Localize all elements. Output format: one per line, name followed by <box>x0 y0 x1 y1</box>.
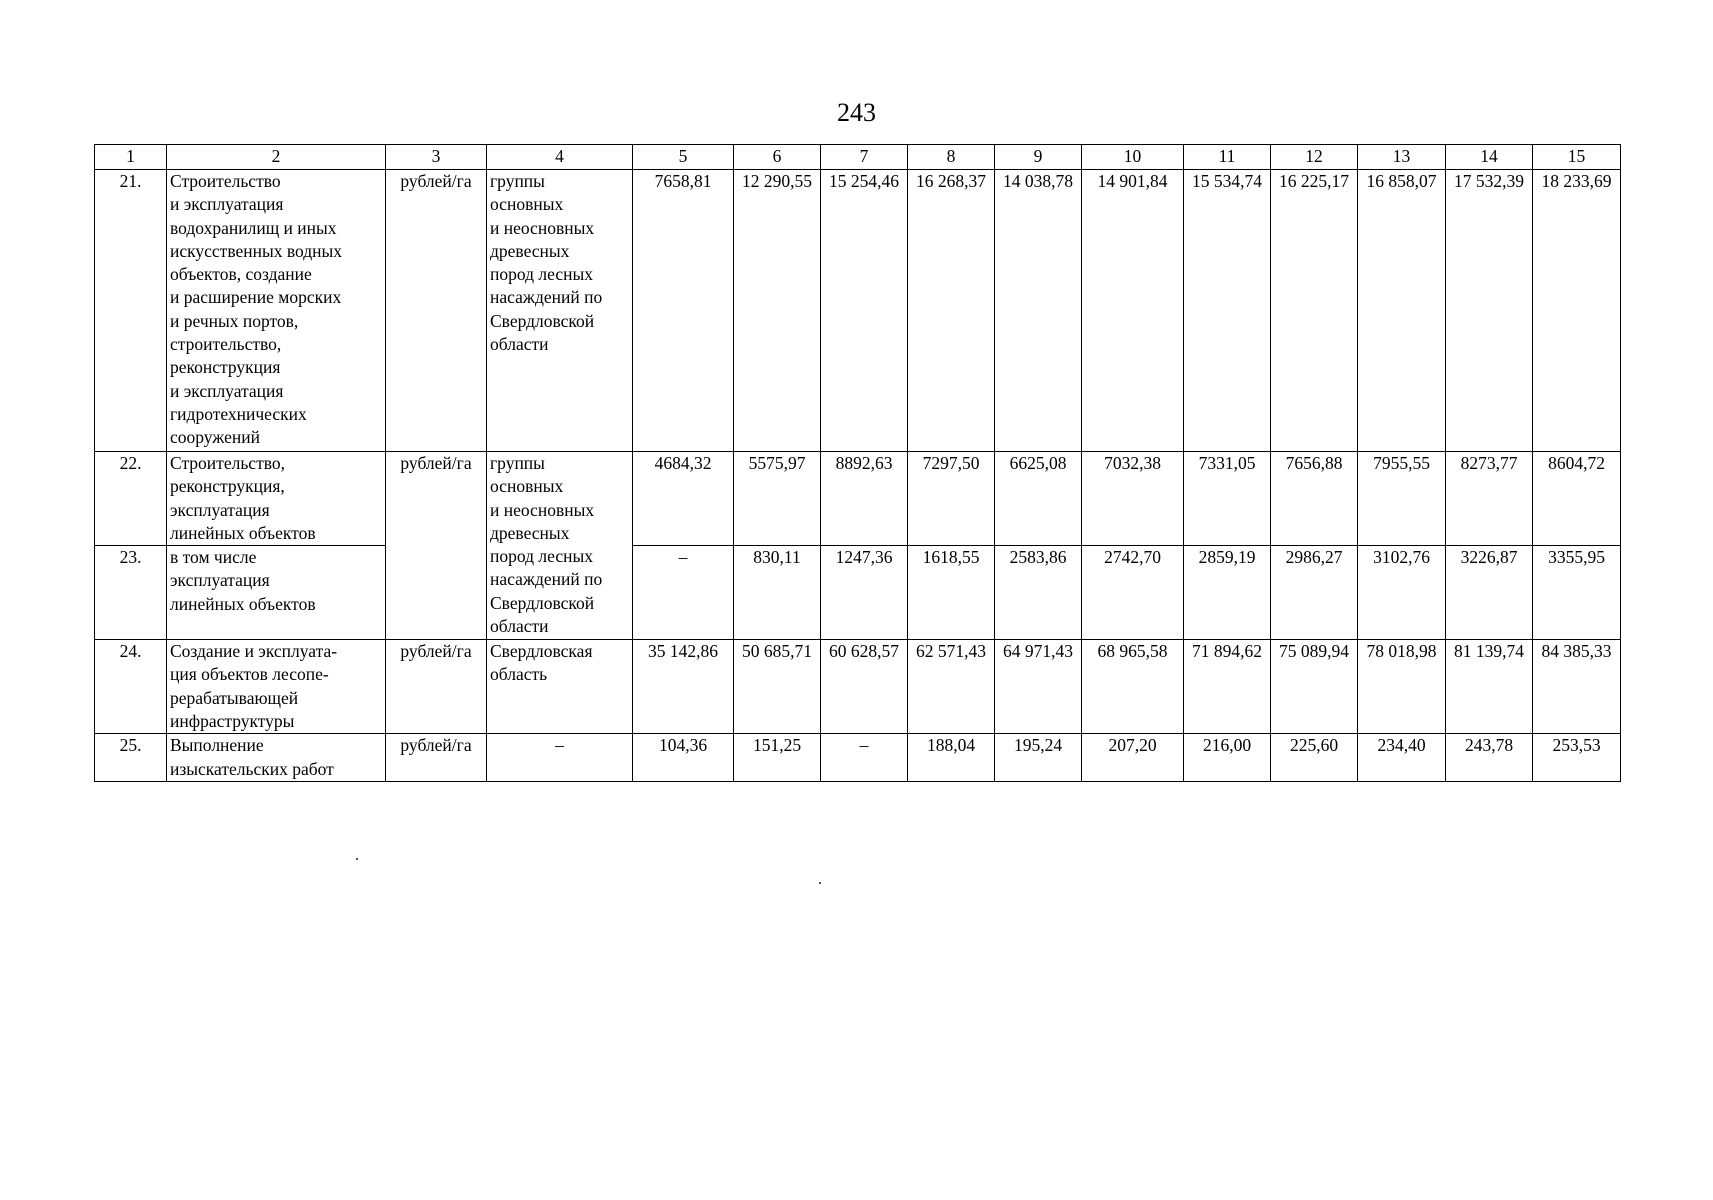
scan-speck <box>356 858 358 860</box>
rate-value: 15 534,74 <box>1184 170 1271 452</box>
rate-value: 84 385,33 <box>1533 640 1621 734</box>
rate-value: 7297,50 <box>908 452 995 546</box>
activity-name: в том числе эксплуатация линейных объектов <box>167 546 386 640</box>
unit: рублей/га <box>386 640 487 734</box>
rate-value: 7331,05 <box>1184 452 1271 546</box>
rate-value: 16 268,37 <box>908 170 995 452</box>
rate-value: 12 290,55 <box>734 170 821 452</box>
rate-value: 60 628,57 <box>821 640 908 734</box>
activity-name: Строительство, реконструкция, эксплуатация линейных объектов <box>167 452 386 546</box>
rate-value: 243,78 <box>1446 734 1533 782</box>
rate-value: 8604,72 <box>1533 452 1621 546</box>
rate-value: 234,40 <box>1358 734 1446 782</box>
rate-value: 5575,97 <box>734 452 821 546</box>
rate-value: 225,60 <box>1271 734 1358 782</box>
rate-value: 2742,70 <box>1082 546 1184 640</box>
rate-value: – <box>821 734 908 782</box>
rate-value: 1618,55 <box>908 546 995 640</box>
column-number: 5 <box>633 145 734 170</box>
column-number: 14 <box>1446 145 1533 170</box>
rate-value: 195,24 <box>995 734 1082 782</box>
rate-value: 18 233,69 <box>1533 170 1621 452</box>
table-row <box>95 170 1621 452</box>
rate-value: 216,00 <box>1184 734 1271 782</box>
rate-value: 7656,88 <box>1271 452 1358 546</box>
column-number: 3 <box>386 145 487 170</box>
column-number: 2 <box>167 145 386 170</box>
rate-value: 64 971,43 <box>995 640 1082 734</box>
row-number: 21. <box>95 170 167 452</box>
rate-value: 151,25 <box>734 734 821 782</box>
rate-value: 3355,95 <box>1533 546 1621 640</box>
rate-value: 8273,77 <box>1446 452 1533 546</box>
column-number: 9 <box>995 145 1082 170</box>
rate-value: 207,20 <box>1082 734 1184 782</box>
row-number: 24. <box>95 640 167 734</box>
scan-speck <box>819 882 821 884</box>
rate-value: 71 894,62 <box>1184 640 1271 734</box>
table-row <box>95 734 1621 782</box>
rate-value: 14 901,84 <box>1082 170 1184 452</box>
rate-value: 16 225,17 <box>1271 170 1358 452</box>
column-number: 11 <box>1184 145 1271 170</box>
rate-value: 15 254,46 <box>821 170 908 452</box>
rate-value: – <box>633 546 734 640</box>
column-number: 15 <box>1533 145 1621 170</box>
rate-value: 830,11 <box>734 546 821 640</box>
activity-name: Строительство и эксплуатация водохранилищ и иных искусственных водных объектов, создание и расширение морских и речных портов, строительство, реконструкция и эксплуатация гидротехнических сооружений <box>167 170 386 452</box>
scope: Свердловская область <box>487 640 633 734</box>
rate-value: 7658,81 <box>633 170 734 452</box>
rate-value: 2859,19 <box>1184 546 1271 640</box>
rate-value: 50 685,71 <box>734 640 821 734</box>
column-number-row <box>95 145 1621 170</box>
column-number: 1 <box>95 145 167 170</box>
scope: группы основных и неосновных древесных пород лесных насаждений по Свердловской области <box>487 452 633 640</box>
scope: – <box>487 734 633 782</box>
column-number: 4 <box>487 145 633 170</box>
rates-table <box>94 144 1621 782</box>
rate-value: 253,53 <box>1533 734 1621 782</box>
rate-value: 3226,87 <box>1446 546 1533 640</box>
rate-value: 2986,27 <box>1271 546 1358 640</box>
rate-value: 14 038,78 <box>995 170 1082 452</box>
unit: рублей/га <box>386 452 487 640</box>
rate-value: 17 532,39 <box>1446 170 1533 452</box>
rate-value: 81 139,74 <box>1446 640 1533 734</box>
rate-value: 8892,63 <box>821 452 908 546</box>
rate-value: 3102,76 <box>1358 546 1446 640</box>
rate-value: 1247,36 <box>821 546 908 640</box>
table-row <box>95 452 1621 546</box>
rate-value: 2583,86 <box>995 546 1082 640</box>
column-number: 6 <box>734 145 821 170</box>
activity-name: Выполнение изыскательских работ <box>167 734 386 782</box>
column-number: 12 <box>1271 145 1358 170</box>
column-number: 13 <box>1358 145 1446 170</box>
unit: рублей/га <box>386 734 487 782</box>
rate-value: 35 142,86 <box>633 640 734 734</box>
row-number: 22. <box>95 452 167 546</box>
rate-value: 6625,08 <box>995 452 1082 546</box>
unit: рублей/га <box>386 170 487 452</box>
rate-value: 78 018,98 <box>1358 640 1446 734</box>
column-number: 7 <box>821 145 908 170</box>
rate-value: 104,36 <box>633 734 734 782</box>
row-number: 25. <box>95 734 167 782</box>
rate-value: 7032,38 <box>1082 452 1184 546</box>
rate-value: 16 858,07 <box>1358 170 1446 452</box>
row-number: 23. <box>95 546 167 640</box>
column-number: 10 <box>1082 145 1184 170</box>
page-number: 243 <box>837 98 876 127</box>
scope: группы основных и неосновных древесных пород лесных насаждений по Свердловской области <box>487 170 633 452</box>
rate-value: 75 089,94 <box>1271 640 1358 734</box>
column-number: 8 <box>908 145 995 170</box>
rate-value: 68 965,58 <box>1082 640 1184 734</box>
rate-value: 188,04 <box>908 734 995 782</box>
table-row <box>95 546 1621 640</box>
activity-name: Создание и эксплуата- ция объектов лесопе- рерабатывающей инфраструктуры <box>167 640 386 734</box>
rate-value: 7955,55 <box>1358 452 1446 546</box>
table-row <box>95 640 1621 734</box>
rate-value: 4684,32 <box>633 452 734 546</box>
rate-value: 62 571,43 <box>908 640 995 734</box>
